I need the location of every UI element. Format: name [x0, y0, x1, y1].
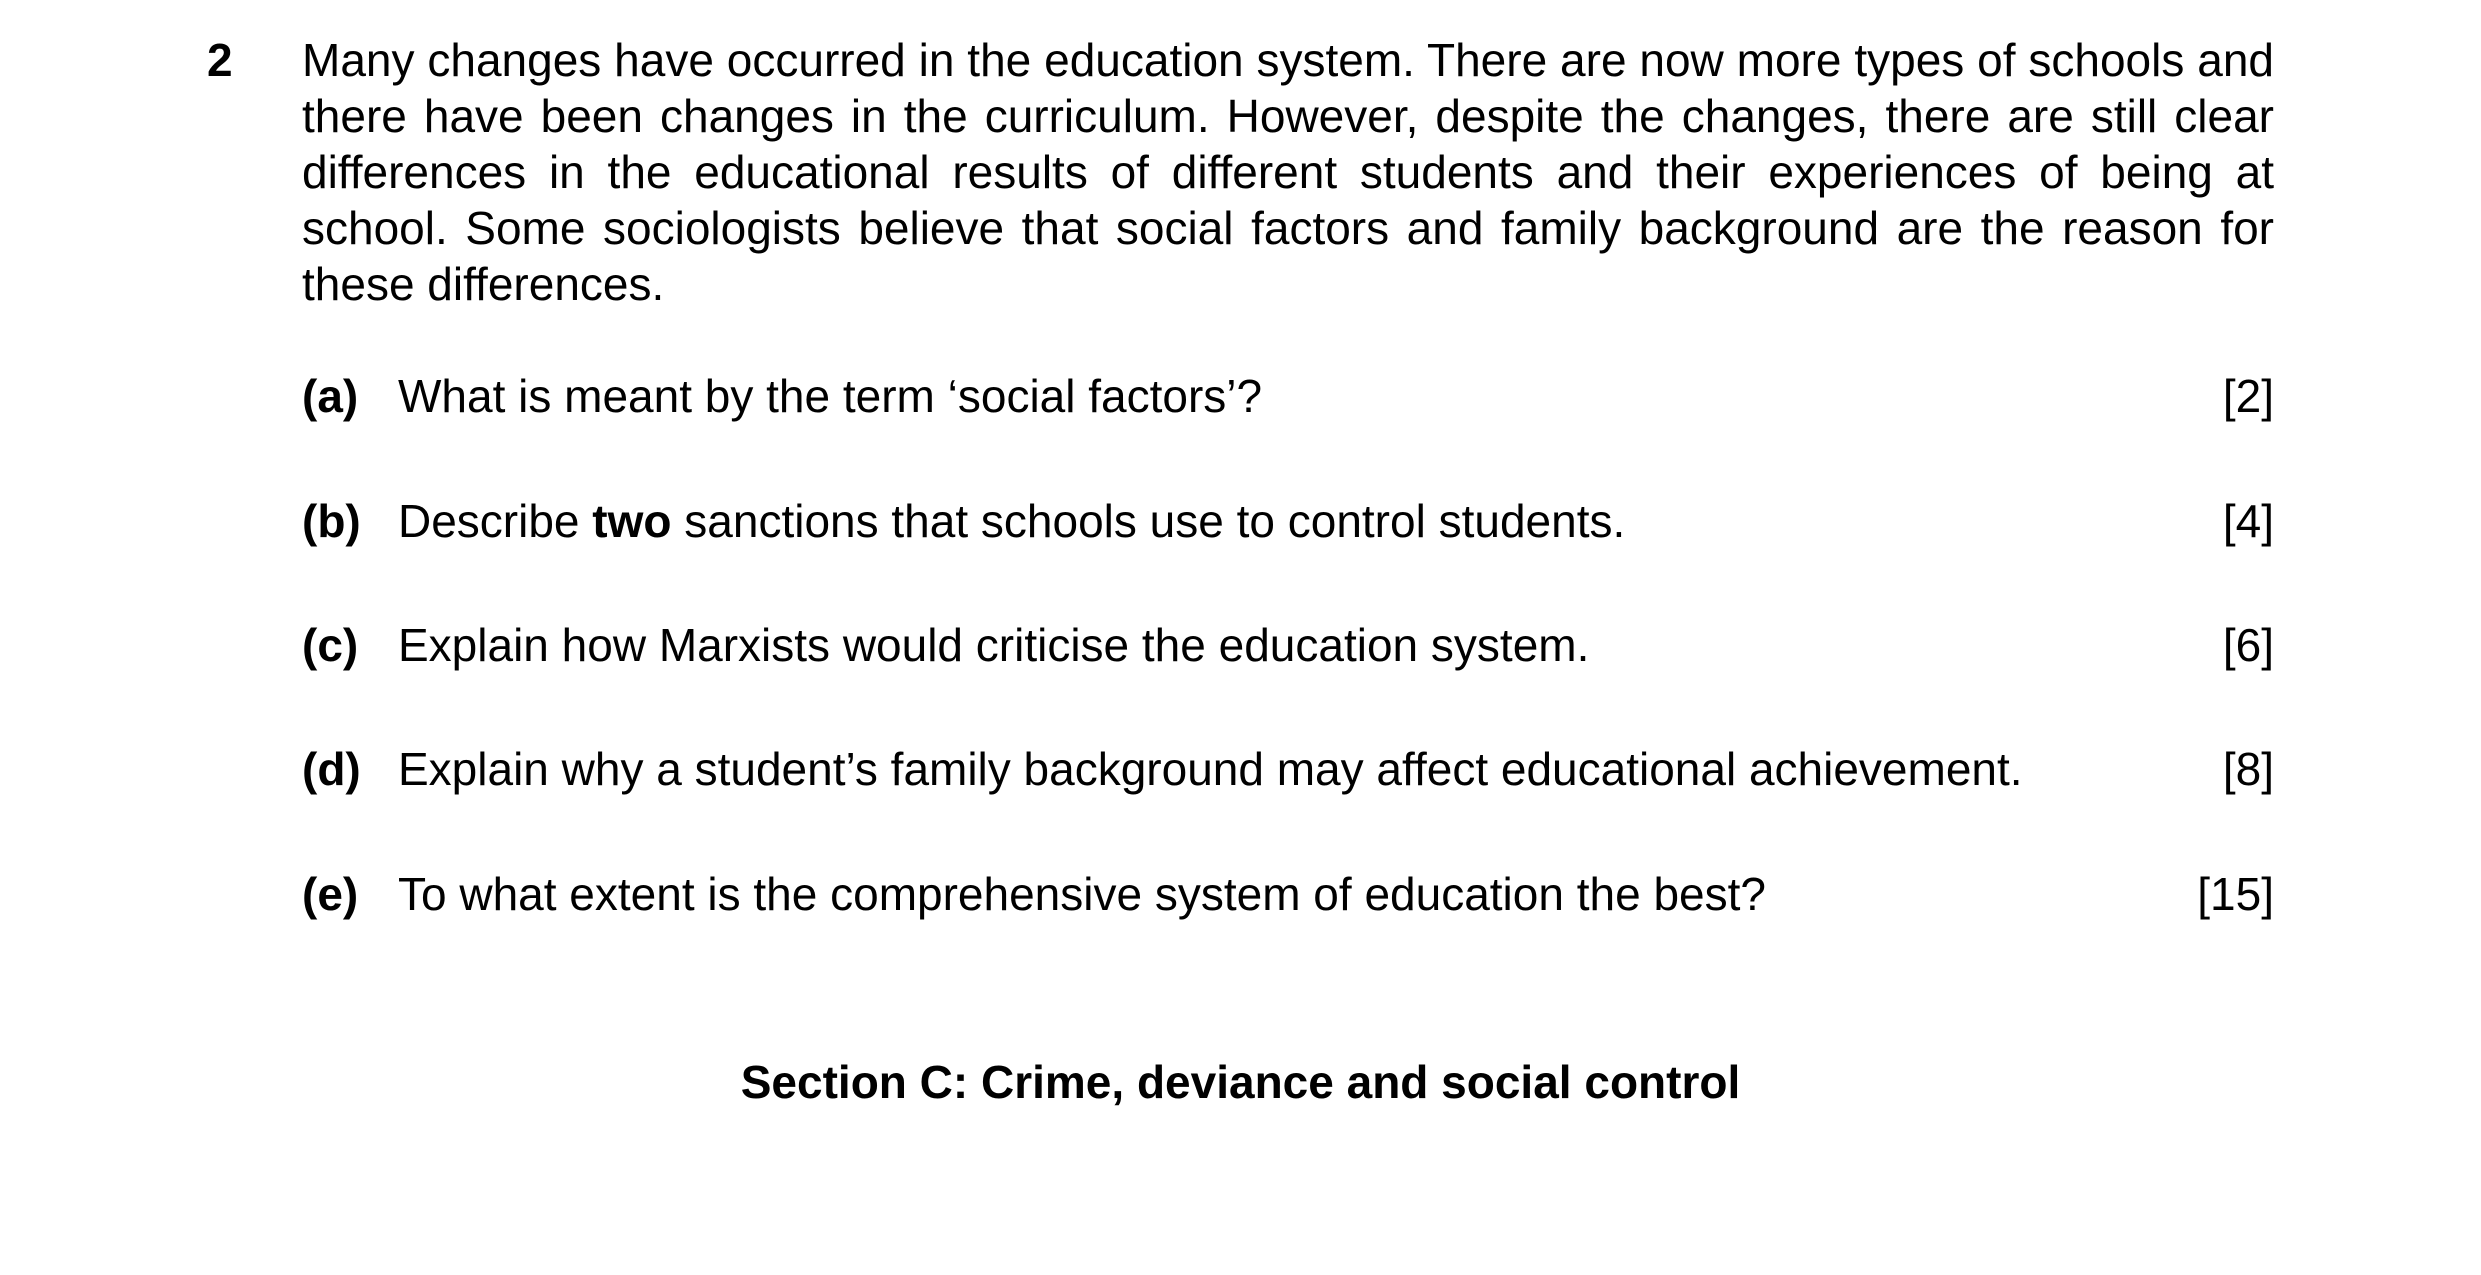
part-label: (c) — [302, 619, 359, 671]
question-number: 2 — [207, 34, 233, 86]
part-marks: [15] — [2197, 868, 2274, 920]
part-label: (e) — [302, 868, 359, 920]
section-heading: Section C: Crime, deviance and social control — [740, 1056, 1741, 1108]
part-marks: [2] — [2222, 370, 2274, 422]
question-part-a — [302, 368, 2274, 428]
part-label: (d) — [302, 743, 361, 795]
part-marks: [8] — [2222, 743, 2274, 795]
part-text: What is meant by the term ‘social factors’? — [398, 370, 1263, 422]
part-text-emphasis: two — [592, 495, 672, 547]
part-text-after: sanctions that schools use to control students. — [671, 495, 1626, 547]
part-text: Explain how Marxists would criticise the education system. — [398, 619, 1590, 671]
question-part-c — [302, 617, 2274, 677]
part-text: To what extent is the comprehensive system of education the best? — [398, 868, 1766, 920]
part-marks: [4] — [2222, 495, 2274, 547]
part-label: (a) — [302, 370, 359, 422]
question-part-e — [302, 866, 2274, 926]
part-text — [398, 493, 1625, 549]
part-marks: [6] — [2222, 619, 2274, 671]
question-stem: Many changes have occurred in the education system. There are now more types of schools and there have been changes in the curriculum. However, despite the changes, there are still clear differences in the educational results of different students and their experiences of being at school. Some sociologists believe that social factors and family background are the reason for these differences. — [302, 34, 2274, 310]
part-label: (b) — [302, 495, 361, 547]
part-text-before: Describe — [398, 495, 593, 547]
question-part-d — [302, 741, 2274, 801]
question-part-b — [302, 493, 2274, 553]
part-text: Explain why a student’s family background may affect educational achievement. — [398, 743, 2023, 795]
